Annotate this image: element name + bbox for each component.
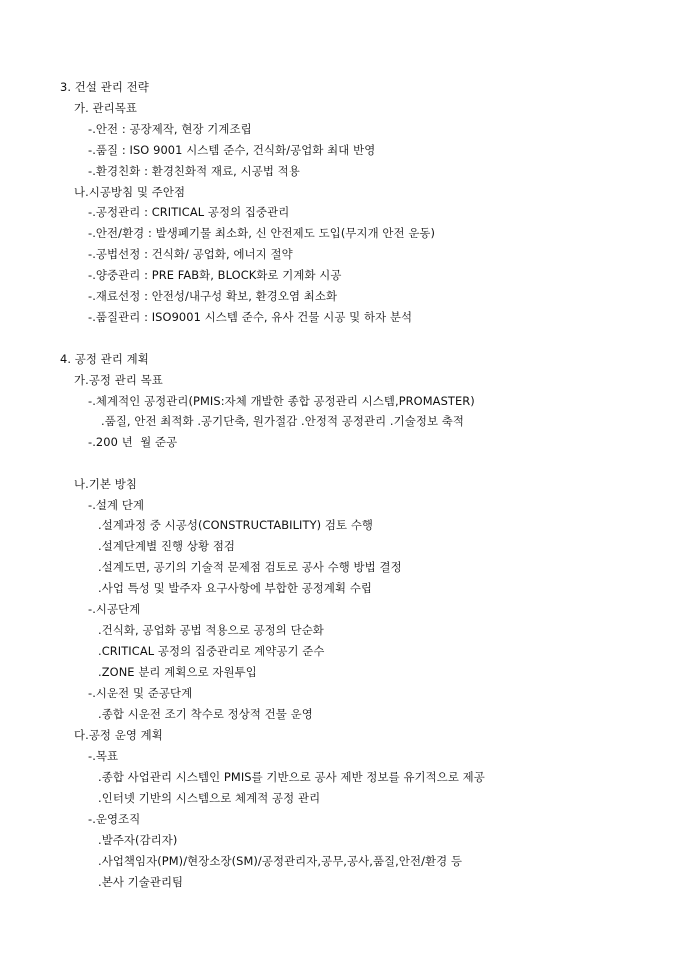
- list-item: -.시공단계: [88, 602, 141, 616]
- detail-item: .설계단계별 진행 상황 점검: [98, 539, 236, 553]
- list-item: -.설계 단계: [88, 498, 145, 512]
- list-item: -.시운전 및 준공단계: [88, 686, 193, 700]
- list-item: -.공정관리 : CRITICAL 공정의 집중관리: [88, 205, 290, 219]
- subsection-heading: 나.시공방침 및 주안점: [74, 185, 186, 199]
- detail-item: .품질, 안전 최적화 .공기단축, 원가절감 .안정적 공정관리 .기술정보 축적: [101, 414, 464, 428]
- detail-item: .ZONE 분리 계획으로 자원투입: [98, 665, 257, 679]
- list-item: -.품질 : ISO 9001 시스템 준수, 건식화/공업화 최대 반영: [88, 143, 376, 157]
- list-item: -.목표: [88, 749, 119, 763]
- detail-item: .건식화, 공업화 공법 적용으로 공정의 단순화: [98, 623, 324, 637]
- list-item: -.체계적인 공정관리(PMIS:자체 개발한 종합 공정관리 시스템,PROMASTER): [88, 394, 475, 408]
- list-item: -.품질관리 : ISO9001 시스템 준수, 유사 건물 시공 및 하자 분석: [88, 310, 413, 324]
- subsection-heading: 나.기본 방침: [74, 477, 137, 491]
- section-heading: 3. 건설 관리 전략: [60, 80, 149, 94]
- detail-item: .사업 특성 및 발주자 요구사항에 부합한 공정계획 수립: [98, 581, 373, 595]
- list-item: -.양중관리 : PRE FAB화, BLOCK화로 기계화 시공: [88, 268, 342, 282]
- detail-item: .종합 사업관리 시스템인 PMIS를 기반으로 공사 제반 정보를 유기적으로 제공: [98, 770, 485, 784]
- list-item: -.운영조직: [88, 812, 141, 826]
- list-item: -.재료선정 : 안전성/내구성 확보, 환경오염 최소화: [88, 289, 338, 303]
- detail-item: .종합 시운전 조기 착수로 정상적 건물 운영: [98, 707, 313, 721]
- detail-item: .본사 기술관리팀: [98, 875, 184, 889]
- detail-item: .설계도면, 공기의 기술적 문제점 검토로 공사 수행 방법 결정: [98, 560, 402, 574]
- detail-item: .사업책임자(PM)/현장소장(SM)/공정관리자,공무,공사,품질,안전/환경 등: [98, 854, 463, 868]
- detail-item: .설계과정 중 시공성(CONSTRUCTABILITY) 검토 수행: [98, 518, 374, 532]
- detail-item: .발주자(감리자): [98, 833, 178, 847]
- list-item: -.환경친화 : 환경친화적 재료, 시공법 적용: [88, 164, 300, 178]
- subsection-heading: 가.공정 관리 목표: [74, 373, 163, 387]
- detail-item: .인터넷 기반의 시스템으로 체계적 공정 관리: [98, 791, 321, 805]
- list-item: -.공법선정 : 건식화/ 공업화, 에너지 절약: [88, 247, 293, 261]
- subsection-heading: 다.공정 운영 계획: [74, 728, 163, 742]
- list-item: -.안전 : 공장제작, 현장 기계조립: [88, 122, 252, 136]
- detail-item: .CRITICAL 공정의 집중관리로 계약공기 준수: [98, 644, 325, 658]
- list-item: -.200 년 월 준공: [88, 435, 178, 449]
- list-item: -.안전/환경 : 발생폐기물 최소화, 신 안전제도 도입(무지개 안전 운동): [88, 226, 436, 240]
- section-heading: 4. 공정 관리 계획: [60, 352, 149, 366]
- subsection-heading: 가. 관리목표: [74, 101, 137, 115]
